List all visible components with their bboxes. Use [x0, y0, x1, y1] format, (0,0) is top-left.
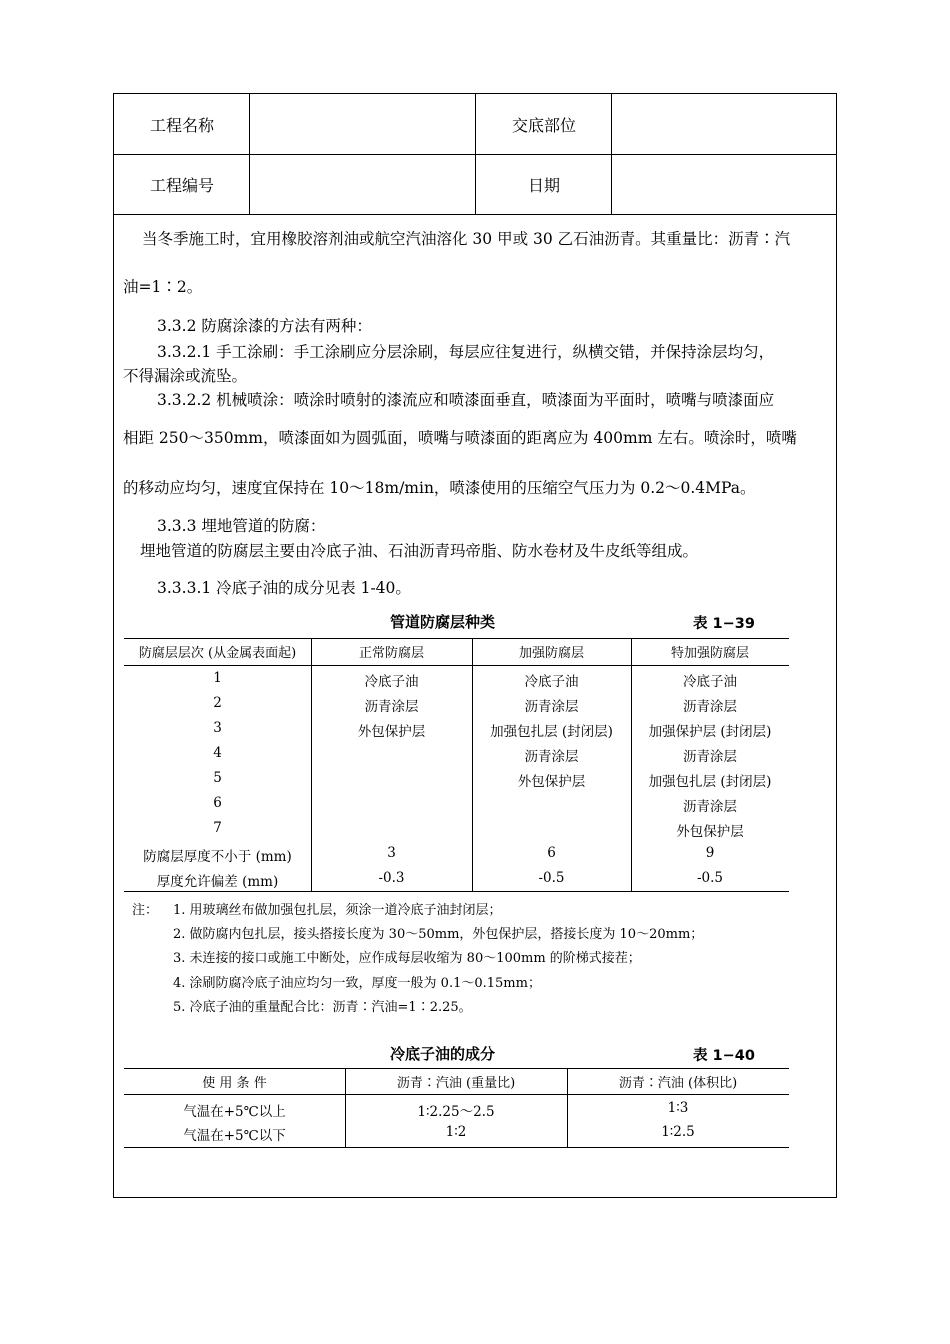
section-3-3-2-1-line1: 3.3.2.1 手工涂刷：手工涂刷应分层涂刷，每层应往复进行，纵横交错，并保持涂层均匀，: [157, 343, 775, 361]
section-3-3-2-2-line3: 的移动应均匀，速度宜保持在 10～18m/min，喷漆使用的压缩空气压力为 0.2～0.4MPa。: [123, 479, 756, 497]
t39-header-cell: 防腐层层次 (从金属表面起): [138, 646, 297, 661]
t40-cell: 1∶3: [667, 1100, 689, 1116]
t39-cell: [311, 820, 472, 845]
notes-label: 注：: [132, 903, 159, 918]
t39-cell: 沥青涂层: [683, 799, 737, 815]
t39-cell: 6: [547, 845, 556, 861]
t39-cell: 沥青涂层: [524, 749, 579, 765]
document-frame: [113, 93, 837, 1198]
t39-cell: [311, 770, 472, 795]
section-3-3-3-1: 3.3.3.1 冷底子油的成分见表 1-40。: [157, 579, 411, 597]
t39-cell: 9: [705, 845, 715, 861]
t39-cell: 6: [213, 795, 222, 811]
table-1-40-number: 表 1−40: [693, 1048, 755, 1064]
value-handover-part[interactable]: [612, 94, 836, 154]
t39-cell: 防腐层厚度不小于 (mm): [143, 849, 292, 865]
label-project-name: 工程名称: [149, 115, 214, 135]
t39-header-cell: 特加强防腐层: [670, 646, 749, 661]
note-item: 4. 涂刷防腐冷底子油应均匀一致，厚度一般为 0.1～0.15mm；: [173, 976, 541, 991]
note-item: 3. 未连接的接口或施工中断处，应作成每层收缩为 80～100mm 的阶梯式接茬；: [173, 951, 641, 966]
t40-top-rule: [124, 1068, 789, 1069]
t39-cell: 7: [213, 820, 222, 836]
t39-cell: 沥青涂层: [364, 699, 419, 715]
t39-cell: [472, 820, 631, 845]
note-item: 2. 做防腐内包扎层，接头搭接长度为 30～50mm，外包保护层，搭接长度为 10～20mm；: [173, 927, 704, 942]
section-3-3-3: 3.3.3 埋地管道的防腐：: [157, 517, 326, 535]
t39-cell: 5: [213, 770, 222, 786]
label-date: 日期: [527, 175, 560, 195]
value-project-name[interactable]: [250, 94, 476, 154]
t40-cell: 气温在+5℃以下: [183, 1128, 286, 1144]
t39-cell: 外包保护层: [357, 724, 426, 740]
table-1-39-number: 表 1−39: [693, 616, 755, 632]
t39-cell: 2: [213, 695, 222, 711]
label-project-number: 工程编号: [149, 175, 214, 195]
table-1-40-title: 冷底子油的成分: [390, 1045, 496, 1063]
t39-cell: 冷底子油: [683, 674, 737, 690]
section-3-3-2-1-line2: 不得漏涂或流坠。: [123, 367, 248, 385]
t40-bottom-rule: [124, 1147, 789, 1148]
t39-header-cell: 加强防腐层: [518, 646, 584, 661]
t39-header-cell: 正常防腐层: [358, 646, 424, 661]
t39-cell: 3: [387, 845, 396, 861]
value-date[interactable]: [612, 154, 836, 214]
t40-header-cell: 沥青∶汽油 (重量比): [396, 1076, 516, 1091]
t40-cell: 气温在+5℃以上: [183, 1104, 286, 1120]
t39-cell: [311, 745, 472, 770]
t39-cell: -0.3: [378, 870, 405, 886]
t39-cell: 沥青涂层: [524, 699, 579, 715]
t40-cell: 1∶2.5: [661, 1124, 695, 1140]
header-divider-1: [249, 94, 250, 214]
t40-header-cell: 使 用 条 件: [202, 1076, 267, 1091]
table-1-39-title: 管道防腐层种类: [390, 613, 496, 631]
section-3-3-2: 3.3.2 防腐涂漆的方法有两种：: [157, 317, 372, 335]
t39-cell: 冷底子油: [364, 674, 419, 690]
value-project-number[interactable]: [250, 154, 476, 214]
t39-cell: 加强包扎层 (封闭层): [648, 774, 772, 790]
t40-cell: 1∶2: [445, 1124, 467, 1140]
t39-cell: 加强包扎层 (封闭层): [490, 724, 613, 740]
section-3-3-3-paragraph: 埋地管道的防腐层主要由冷底子油、石油沥青玛帝脂、防水卷材及牛皮纸等组成。: [140, 542, 699, 560]
t39-cell: [311, 795, 472, 820]
t39-cell: 4: [213, 745, 222, 761]
t39-top-rule: [124, 638, 789, 639]
t39-cell: -0.5: [538, 870, 565, 886]
section-3-3-2-2-line2: 相距 250～350mm，喷漆面如为圆弧面，喷嘴与喷漆面的距离应为 400mm 左右。喷涂时，喷嘴: [123, 429, 797, 447]
t39-cell: 沥青涂层: [683, 699, 737, 715]
t39-head-rule: [124, 665, 789, 666]
t40-header-cell: 沥青∶汽油 (体积比): [618, 1076, 738, 1091]
t39-cell: 厚度允许偏差 (mm): [156, 874, 279, 890]
t39-cell: 加强保护层 (封闭层): [648, 724, 772, 740]
t39-cell: 冷底子油: [524, 674, 579, 690]
t39-cell: 外包保护层: [517, 774, 586, 790]
t39-cell: [472, 795, 631, 820]
label-handover-part: 交底部位: [511, 115, 576, 135]
t39-cell: 沥青涂层: [683, 749, 737, 765]
t40-head-rule: [124, 1094, 789, 1095]
paragraph-winter-line1: 当冬季施工时，宜用橡胶溶剂油或航空汽油溶化 30 甲或 30 乙石油沥青。其重量比：沥青∶汽: [142, 230, 791, 248]
t39-cell: 外包保护层: [676, 824, 744, 840]
note-item: 1. 用玻璃丝布做加强包扎层，须涂一道冷底子油封闭层；: [173, 903, 502, 918]
note-item: 5. 冷底子油的重量配合比：沥青∶汽油=1∶2.25。: [173, 1000, 472, 1015]
t39-cell: -0.5: [696, 870, 724, 886]
t39-cell: 3: [213, 720, 222, 736]
t40-cell: 1∶2.25～2.5: [417, 1104, 495, 1120]
paragraph-winter-line2: 油=1∶2。: [123, 278, 203, 296]
header-divider-2: [475, 94, 476, 214]
t39-cell: 1: [213, 670, 222, 686]
section-3-3-2-2-line1: 3.3.2.2 机械喷涂：喷涂时喷射的漆流应和喷漆面垂直，喷漆面为平面时，喷嘴与喷漆面应: [157, 391, 775, 409]
header-divider-3: [611, 94, 612, 214]
